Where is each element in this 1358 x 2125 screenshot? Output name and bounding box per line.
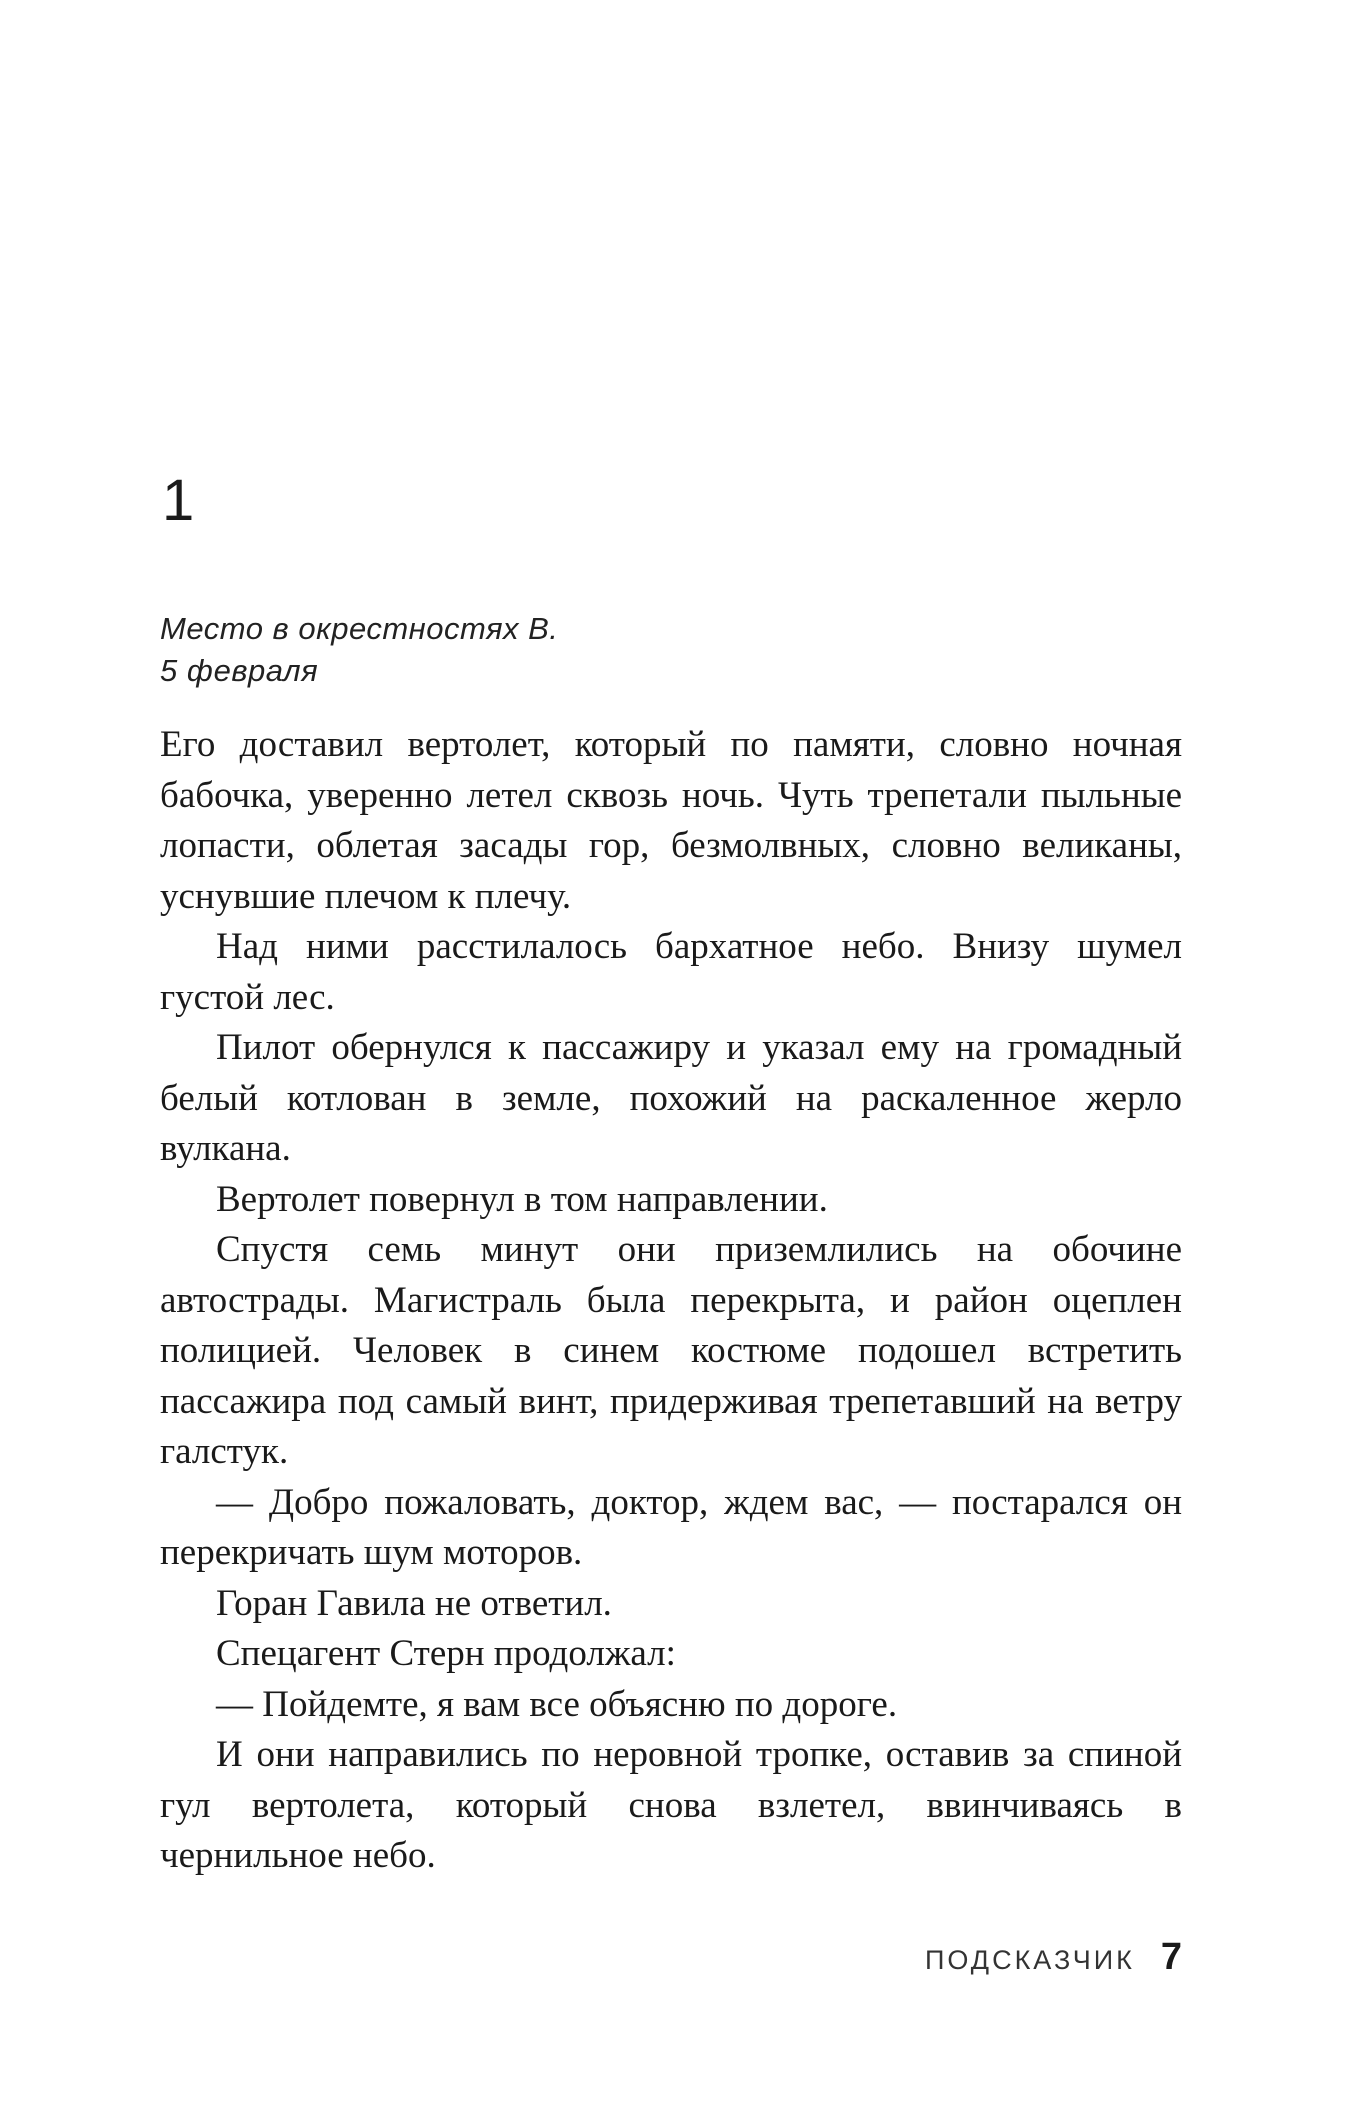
place-date-heading bbox=[160, 608, 558, 692]
chapter-body bbox=[160, 720, 1182, 1882]
paragraph: И они направились по неровной тропке, оставив за спиной гул вертолета, который снова взлетел, ввинчиваясь в чернильное небо. bbox=[160, 1734, 1182, 1876]
date-line: 5 февраля bbox=[160, 653, 319, 688]
running-head: ПОДСКАЗЧИК bbox=[924, 1945, 1135, 1975]
paragraph: Спустя семь минут они приземлились на обочине автострады. Магистраль была перекрыта, и район оцеплен полицией. Человек в синем костюме подошел встретить пассажира под самый винт, придерживая трепетавший на ветру галстук. bbox=[160, 1229, 1182, 1472]
paragraph: Вертолет повернул в том направлении. bbox=[216, 1178, 828, 1220]
book-page bbox=[160, 0, 1182, 2125]
paragraph: — Пойдемте, я вам все объясню по дороге. bbox=[216, 1683, 898, 1725]
chapter-number: 1 bbox=[162, 468, 195, 533]
place-line: Место в окрестностях В. bbox=[160, 611, 559, 646]
paragraph: Спецагент Стерн продолжал: bbox=[216, 1633, 676, 1674]
paragraph: Его доставил вертолет, который по памяти, словно ночная бабочка, уверенно летел сквозь ночь. Чуть трепетали пыльные лопасти, облетая засады гор, безмолвных, словно великаны, уснувшие плечом к плечу. bbox=[160, 724, 1182, 917]
paragraph: Над ними расстилалось бархатное небо. Внизу шумел густой лес. bbox=[160, 926, 1182, 1018]
paragraph: — Добро пожаловать, доктор, ждем вас, — постарался он перекричать шум моторов. bbox=[160, 1481, 1182, 1573]
page-footer bbox=[925, 1936, 1182, 1979]
paragraph: Горан Гавила не ответил. bbox=[216, 1582, 612, 1624]
paragraph: Пилот обернулся к пассажиру и указал ему на громадный белый котлован в земле, похожий на раскаленное жерло вулкана. bbox=[160, 1027, 1182, 1169]
page-number: 7 bbox=[1160, 1936, 1182, 1978]
